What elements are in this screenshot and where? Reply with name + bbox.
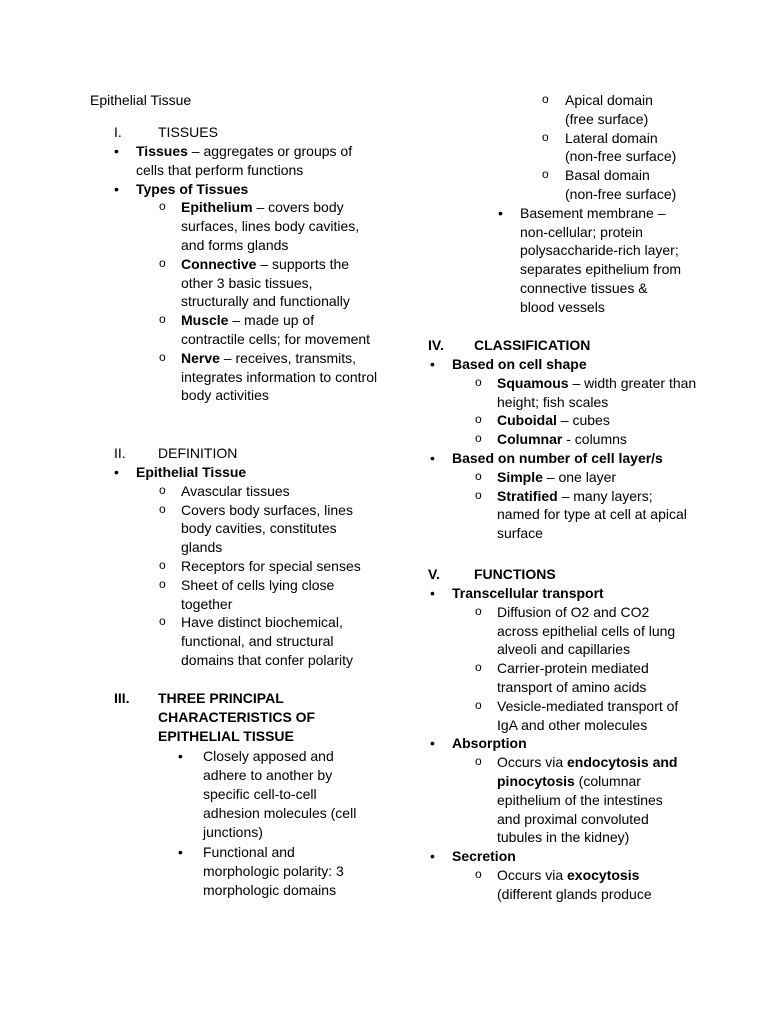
section-title: CLASSIFICATION <box>474 337 591 353</box>
section-heading <box>428 336 703 355</box>
circle-bullet-icon: o <box>475 431 482 446</box>
term: Stratified <box>497 487 558 504</box>
term: Nerve <box>181 349 220 366</box>
section-heading <box>428 565 703 584</box>
list-item <box>428 753 682 847</box>
circle-bullet-icon: o <box>475 487 482 502</box>
definition: – supports the other 3 basic tissues, structurally and functionally <box>181 255 350 310</box>
section-title: DEFINITION <box>158 445 238 461</box>
circle-bullet-icon: o <box>475 468 482 483</box>
item-text: Carrier-protein mediated transport of amino acids <box>497 660 649 695</box>
section-number: V. <box>428 566 440 582</box>
list-item <box>90 501 380 557</box>
term: Simple <box>497 468 543 485</box>
circle-bullet-icon: o <box>159 255 166 270</box>
item-text: Basement membrane – non-cellular; protein polysaccharide-rich layer; separates epithelium from connective tissues & blood vessels <box>520 204 682 315</box>
term: Connective <box>181 255 257 272</box>
item-text: Covers body surfaces, lines body cavities, constitutes glands <box>181 501 353 556</box>
list-item <box>428 374 697 412</box>
item-text: Occurs via <box>497 754 568 771</box>
section-heading <box>90 123 380 142</box>
term: Cuboidal <box>497 412 557 429</box>
circle-bullet-icon: o <box>159 557 166 572</box>
circle-bullet-icon: o <box>159 312 166 327</box>
bullet-icon: • <box>498 204 503 221</box>
definition: – width greater than height; fish scales <box>497 374 697 410</box>
circle-bullet-icon: o <box>475 754 482 769</box>
definition: - columns <box>562 431 627 448</box>
definition: – made up of contractile cells; for movement <box>181 312 371 347</box>
section-number: III. <box>114 690 130 706</box>
list-item <box>428 847 703 866</box>
list-item <box>428 166 685 204</box>
section-title: THREE PRINCIPAL CHARACTERISTICS OF EPITHELIAL TISSUE <box>158 690 316 744</box>
item-text: Basal domain (non-free surface) <box>565 167 677 202</box>
list-item <box>428 129 685 167</box>
bullet-icon: • <box>430 848 435 865</box>
definition: – many layers; named for type at cell at apical surface <box>497 487 687 542</box>
list-item <box>428 697 682 735</box>
bullet-icon: • <box>430 449 435 466</box>
list-item <box>90 843 363 899</box>
list-item <box>90 311 380 349</box>
morphologic-domains <box>428 91 703 317</box>
document-title: Epithelial Tissue <box>90 92 192 108</box>
item-text: Apical domain (free surface) <box>565 92 653 127</box>
term: Epithelium <box>181 199 253 216</box>
bullet-icon: • <box>178 748 183 765</box>
list-item <box>428 91 685 129</box>
term: Tissues <box>136 143 188 159</box>
list-item <box>428 734 703 753</box>
list-item <box>90 180 380 199</box>
term: exocytosis <box>567 866 640 883</box>
circle-bullet-icon: o <box>159 482 166 497</box>
section-heading <box>90 689 348 745</box>
section-number: II. <box>114 445 126 461</box>
item-text: Closely apposed and adhere to another by specific cell-to-cell adhesion molecules (cell junctions) <box>203 748 357 840</box>
term: Secretion <box>452 848 516 865</box>
list-item <box>90 463 380 482</box>
item-text: Avascular tissues <box>181 482 290 499</box>
term: Based on number of cell layer/s <box>452 449 663 466</box>
list-item <box>428 204 685 317</box>
list-item <box>428 659 682 697</box>
bullet-icon: • <box>114 180 119 197</box>
list-item <box>428 603 682 659</box>
list-item <box>90 576 380 614</box>
item-text: Have distinct biochemical, functional, and structural domains that confer polarity <box>181 614 353 668</box>
term: Types of Tissues <box>136 180 249 197</box>
circle-bullet-icon: o <box>475 660 482 675</box>
section-heading <box>90 444 380 463</box>
list-item <box>90 613 380 669</box>
list-item <box>428 487 687 543</box>
circle-bullet-icon: o <box>475 697 482 712</box>
circle-bullet-icon: o <box>159 501 166 516</box>
section-title: FUNCTIONS <box>474 566 556 582</box>
bullet-icon: • <box>114 464 119 480</box>
list-item <box>428 411 703 430</box>
section-number: I. <box>114 124 122 140</box>
list-item <box>90 747 363 841</box>
item-text: (columnar epithelium of the intestines and proximal convoluted tubules in the kidney) <box>497 772 663 846</box>
circle-bullet-icon: o <box>542 167 549 182</box>
term: Columnar <box>497 431 563 448</box>
item-text: Receptors for special senses <box>181 557 361 574</box>
circle-bullet-icon: o <box>159 614 166 629</box>
bullet-icon: • <box>114 143 119 159</box>
bullet-icon: • <box>430 735 435 752</box>
circle-bullet-icon: o <box>159 576 166 591</box>
circle-bullet-icon: o <box>475 412 482 427</box>
list-item <box>90 142 380 180</box>
item-text: (different glands produce <box>497 885 652 902</box>
definition: – receives, transmits, integrates information to control body activities <box>181 349 378 404</box>
list-item <box>90 198 380 254</box>
circle-bullet-icon: o <box>475 603 482 618</box>
section-characteristics <box>90 689 380 900</box>
list-item <box>428 866 682 904</box>
section-number: IV. <box>428 337 444 353</box>
item-text: Lateral domain (non-free surface) <box>565 129 677 165</box>
circle-bullet-icon: o <box>475 374 482 389</box>
circle-bullet-icon: o <box>542 129 549 144</box>
section-tissues <box>90 123 380 405</box>
list-item <box>90 557 380 576</box>
definition: – cubes <box>556 412 610 429</box>
bullet-icon: • <box>178 844 183 861</box>
item-text: Occurs via <box>497 866 568 883</box>
list-item <box>428 449 703 468</box>
circle-bullet-icon: o <box>475 866 482 881</box>
section-functions <box>428 565 703 904</box>
definition: – aggregates or groups of cells that perform functions <box>136 143 353 178</box>
term: Squamous <box>497 374 569 391</box>
list-item <box>90 349 380 405</box>
item-text: Sheet of cells lying close together <box>181 576 335 612</box>
term: Epithelial Tissue <box>136 464 247 480</box>
term: Absorption <box>452 735 527 752</box>
circle-bullet-icon: o <box>159 199 166 214</box>
item-text: Vesicle-mediated transport of IgA and other molecules <box>497 697 679 733</box>
list-item <box>90 255 380 311</box>
definition: – covers body surfaces, lines body cavities, and forms glands <box>181 199 360 253</box>
list-item <box>90 482 380 501</box>
list-item <box>428 430 703 449</box>
item-text: Diffusion of O2 and CO2 across epithelial cells of lung alveoli and capillaries <box>497 603 676 658</box>
definition: – one layer <box>542 468 617 485</box>
section-title: TISSUES <box>158 124 218 140</box>
section-definition <box>90 444 380 670</box>
item-text: Functional and morphologic polarity: 3 morphologic domains <box>203 844 344 898</box>
term: Based on cell shape <box>452 356 587 372</box>
circle-bullet-icon: o <box>542 92 549 106</box>
list-item <box>428 584 703 603</box>
term: endocytosis and pinocytosis <box>497 754 678 789</box>
bullet-icon: • <box>430 585 435 601</box>
bullet-icon: • <box>430 356 435 372</box>
section-classification <box>428 336 703 543</box>
circle-bullet-icon: o <box>159 349 166 364</box>
list-item <box>428 355 703 374</box>
term: Transcellular transport <box>452 585 604 601</box>
term: Muscle <box>181 312 229 329</box>
list-item <box>428 468 703 487</box>
